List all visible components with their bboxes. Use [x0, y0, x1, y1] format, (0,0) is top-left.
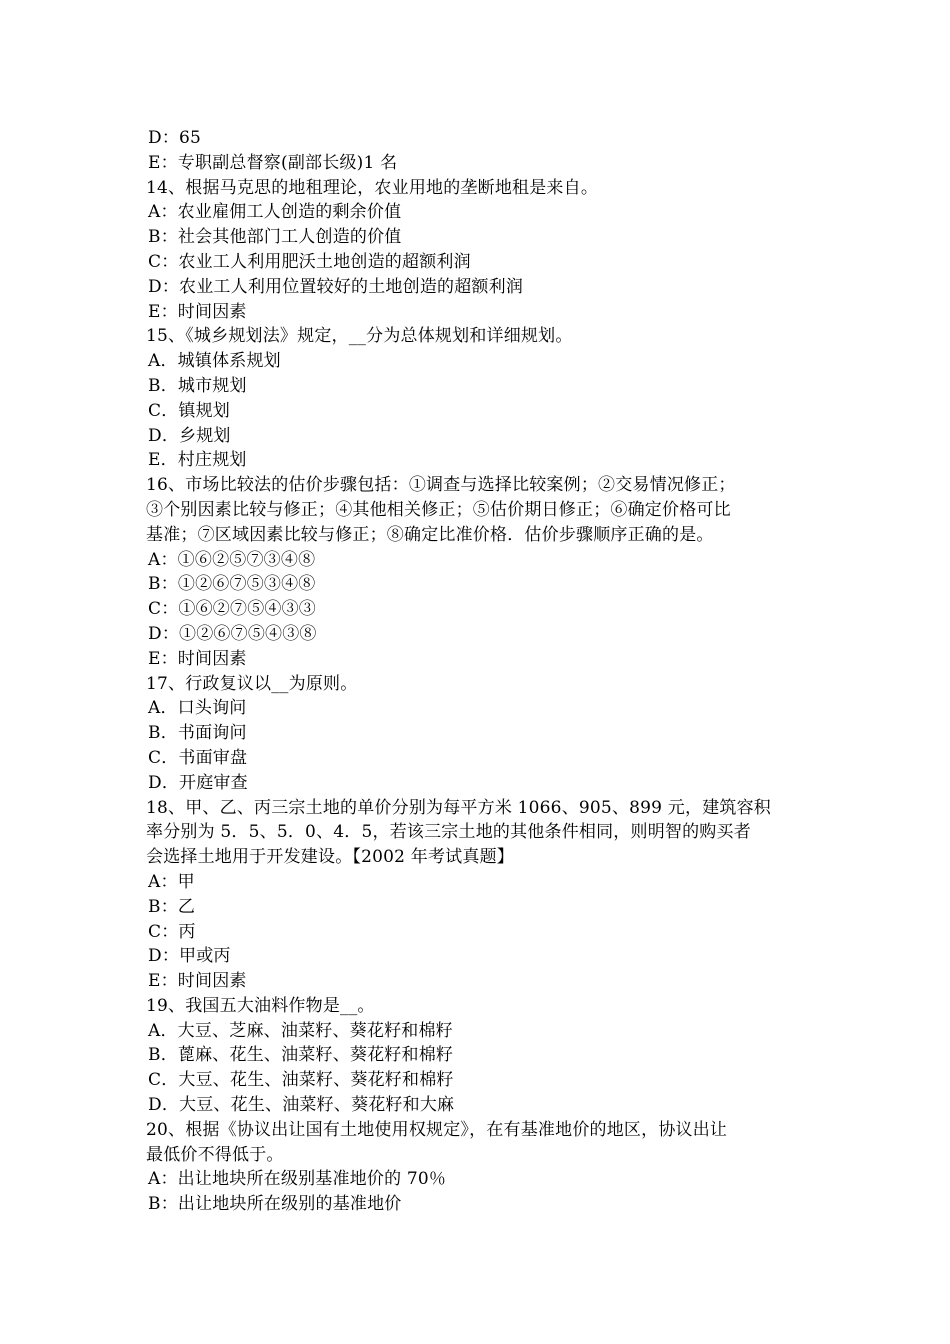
option-line: A：农业雇佣工人创造的剩余价值: [148, 202, 402, 223]
option-line: D．开庭审查: [148, 772, 248, 793]
question-continuation-line: 率分别为 5．5、5．0、4．5，若该三宗土地的其他条件相同，则明智的购买者: [146, 822, 751, 843]
option-line: C：丙: [148, 921, 196, 942]
option-line: B：社会其他部门工人创造的价值: [148, 227, 402, 248]
option-line: B．书面询问: [148, 723, 247, 744]
option-line: D．大豆、花生、油菜籽、葵花籽和大麻: [148, 1095, 455, 1116]
question-continuation-line: 最低价不得低于。: [146, 1144, 284, 1165]
option-line: B．城市规划: [148, 375, 247, 396]
question-line: 15、《城乡规划法》规定，__分为总体规划和详细规划。: [146, 326, 573, 347]
option-line: C：农业工人利用肥沃土地创造的超额利润: [148, 251, 471, 272]
option-line: C：①⑥②⑦⑤④③③: [148, 599, 317, 620]
option-line: E：时间因素: [148, 971, 247, 992]
option-line: B：①②⑥⑦⑤③④⑧: [148, 574, 316, 595]
option-line: A．城镇体系规划: [148, 351, 281, 372]
option-line: D：65: [148, 128, 202, 148]
option-line: D．乡规划: [148, 425, 231, 446]
question-line: 18、甲、乙、丙三宗土地的单价分别为每平方米 1066、905、899 元，建筑容积: [146, 797, 771, 818]
question-line: 14、根据马克思的地租理论，农业用地的垄断地租是来自。: [146, 177, 599, 198]
question-line: 17、行政复议以__为原则。: [146, 673, 358, 694]
question-continuation-line: ③个别因素比较与修正；④其他相关修正；⑤估价期日修正；⑥确定价格可比: [146, 499, 731, 520]
option-line: A．口头询问: [148, 698, 247, 719]
option-line: D：①②⑥⑦⑤④③⑧: [148, 623, 317, 644]
option-line: C．书面审盘: [148, 747, 248, 768]
option-line: C．大豆、花生、油菜籽、葵花籽和棉籽: [148, 1070, 454, 1091]
option-line: E：时间因素: [148, 301, 247, 322]
option-line: B：出让地块所在级别的基准地价: [148, 1194, 402, 1215]
option-line: A：①⑥②⑤⑦③④⑧: [148, 549, 316, 570]
option-line: D：甲或丙: [148, 946, 231, 967]
option-line: B：乙: [148, 896, 196, 917]
question-line: 20、根据《协议出让国有土地使用权规定》，在有基准地价的地区，协议出让: [146, 1119, 728, 1140]
option-line: A：甲: [148, 871, 195, 892]
option-line: E：时间因素: [148, 648, 247, 669]
option-line: B．蓖麻、花生、油菜籽、葵花籽和棉籽: [148, 1045, 454, 1066]
option-line: E：专职副总督察(副部长级)1 名: [148, 152, 398, 173]
option-line: E．村庄规划: [148, 450, 247, 471]
question-line: 19、我国五大油料作物是__。: [146, 995, 375, 1016]
option-line: D：农业工人利用位置较好的土地创造的超额利润: [148, 276, 524, 297]
question-continuation-line: 会选择土地用于开发建设。【2002 年考试真题】: [146, 847, 514, 868]
option-line: A．大豆、芝麻、油菜籽、葵花籽和棉籽: [148, 1020, 453, 1041]
option-line: C．镇规划: [148, 400, 231, 421]
question-continuation-line: 基准；⑦区域因素比较与修正；⑧确定比准价格．估价步骤顺序正确的是。: [146, 524, 714, 545]
question-line: 16、市场比较法的估价步骤包括：①调查与选择比较案例；②交易情况修正；: [146, 475, 736, 496]
document-page: [0, 126, 950, 1217]
option-line: A：出让地块所在级别基准地价的 70％: [148, 1169, 447, 1190]
